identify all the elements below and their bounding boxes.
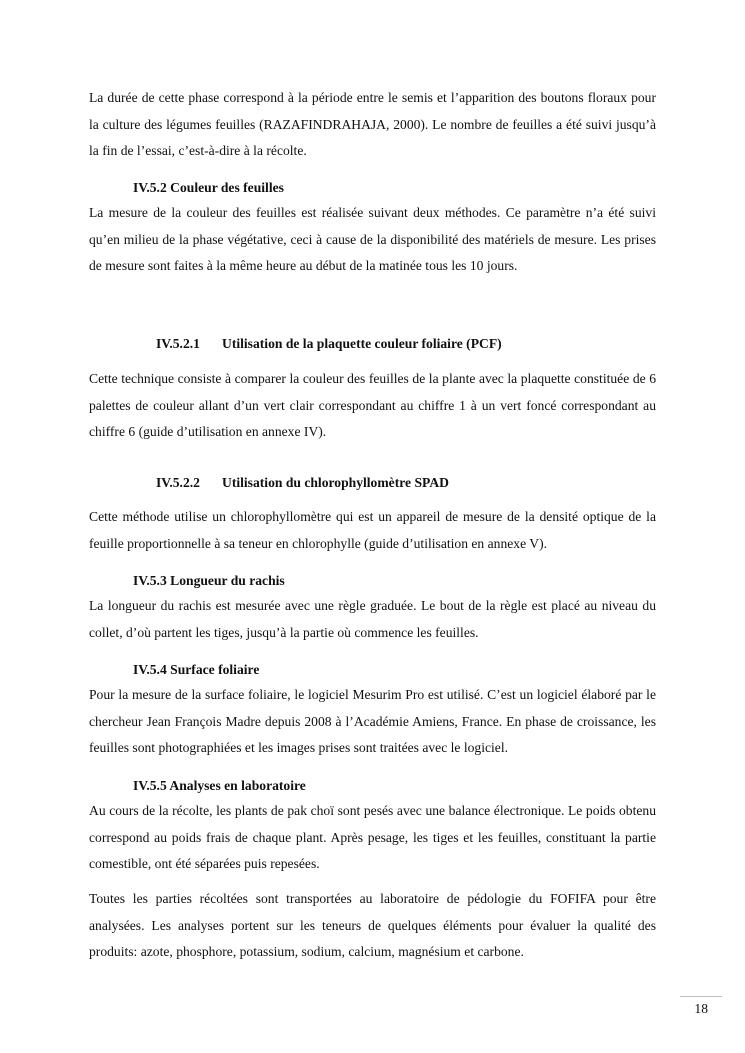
heading-spad-title: Utilisation du chlorophyllomètre SPAD (222, 475, 449, 490)
paragraph-pcf: Cette technique consiste à comparer la couleur des feuilles de la plante avec la plaquette constituée de 6 palettes de couleur allant d’un vert clair correspondant au chiffre 1 à un vert foncé correspondant au chiffre 6 (guide d’utilisation en annexe IV). (89, 371, 656, 439)
heading-lab-analysis: IV.5.5 Analyses en laboratoire (133, 778, 306, 793)
paragraph-leaf-surface: Pour la mesure de la surface foliaire, le logiciel Mesurim Pro est utilisé. C’est un logiciel élaboré par le chercheur Jean François Madre depuis 2008 à l’Académie Amiens, France. En phase de croissance, les feuilles sont photographiées et les images prises sont traitées avec le logiciel. (89, 687, 656, 755)
heading-leaf-surface: IV.5.4 Surface foliaire (133, 662, 260, 677)
paragraph-leaf-color: La mesure de la couleur des feuilles est réalisée suivant deux méthodes. Ce paramètre n’a été suivi qu’en milieu de la phase végétative, ceci à cause de la disponibilité des matériels de mesure. Les prises de mesure sont faites à la même heure au début de la matinée tous les 10 jours. (89, 205, 656, 273)
paragraph-spad: Cette méthode utilise un chlorophyllomètre qui est un appareil de mesure de la densité optique de la feuille proportionnelle à sa teneur en chlorophylle (guide d’utilisation en annexe V). (89, 509, 656, 551)
footer-divider (680, 996, 722, 997)
paragraph-phase-duration: La durée de cette phase correspond à la période entre le semis et l’apparition des boutons floraux pour la culture des légumes feuilles (RAZAFINDRAHAJA, 2000). Le nombre de feuilles a été suivi jusqu’à la fin de l’essai, c’est-à-dire à la récolte. (89, 90, 656, 158)
heading-pcf-number: IV.5.2.1 (156, 336, 200, 351)
paragraph-harvest-weighing: Au cours de la récolte, les plants de pak choï sont pesés avec une balance électronique. Le poids obtenu correspond au poids frais de chaque plant. Après pesage, les tiges et les feuilles, constituant la partie comestible, ont été séparées puis repesées. (89, 803, 656, 871)
page-number: 18 (694, 1001, 708, 1016)
heading-spad-number: IV.5.2.2 (156, 475, 200, 490)
heading-pcf-title: Utilisation de la plaquette couleur foliaire (PCF) (222, 336, 502, 351)
heading-pcf (156, 335, 502, 353)
heading-rachis-length: IV.5.3 Longueur du rachis (133, 573, 285, 588)
paragraph-lab-transport: Toutes les parties récoltées sont transportées au laboratoire de pédologie du FOFIFA pour être analysées. Les analyses portent sur les teneurs de quelques éléments pour évaluer la qualité des produits: azote, phosphore, potassium, sodium, calcium, magnésium et carbone. (89, 891, 656, 959)
paragraph-rachis-length: La longueur du rachis est mesurée avec une règle graduée. Le bout de la règle est placé au niveau du collet, d’où partent les tiges, jusqu’à la partie où commence les feuilles. (89, 598, 656, 640)
heading-leaf-color: IV.5.2 Couleur des feuilles (133, 180, 284, 195)
heading-spad (156, 474, 449, 492)
